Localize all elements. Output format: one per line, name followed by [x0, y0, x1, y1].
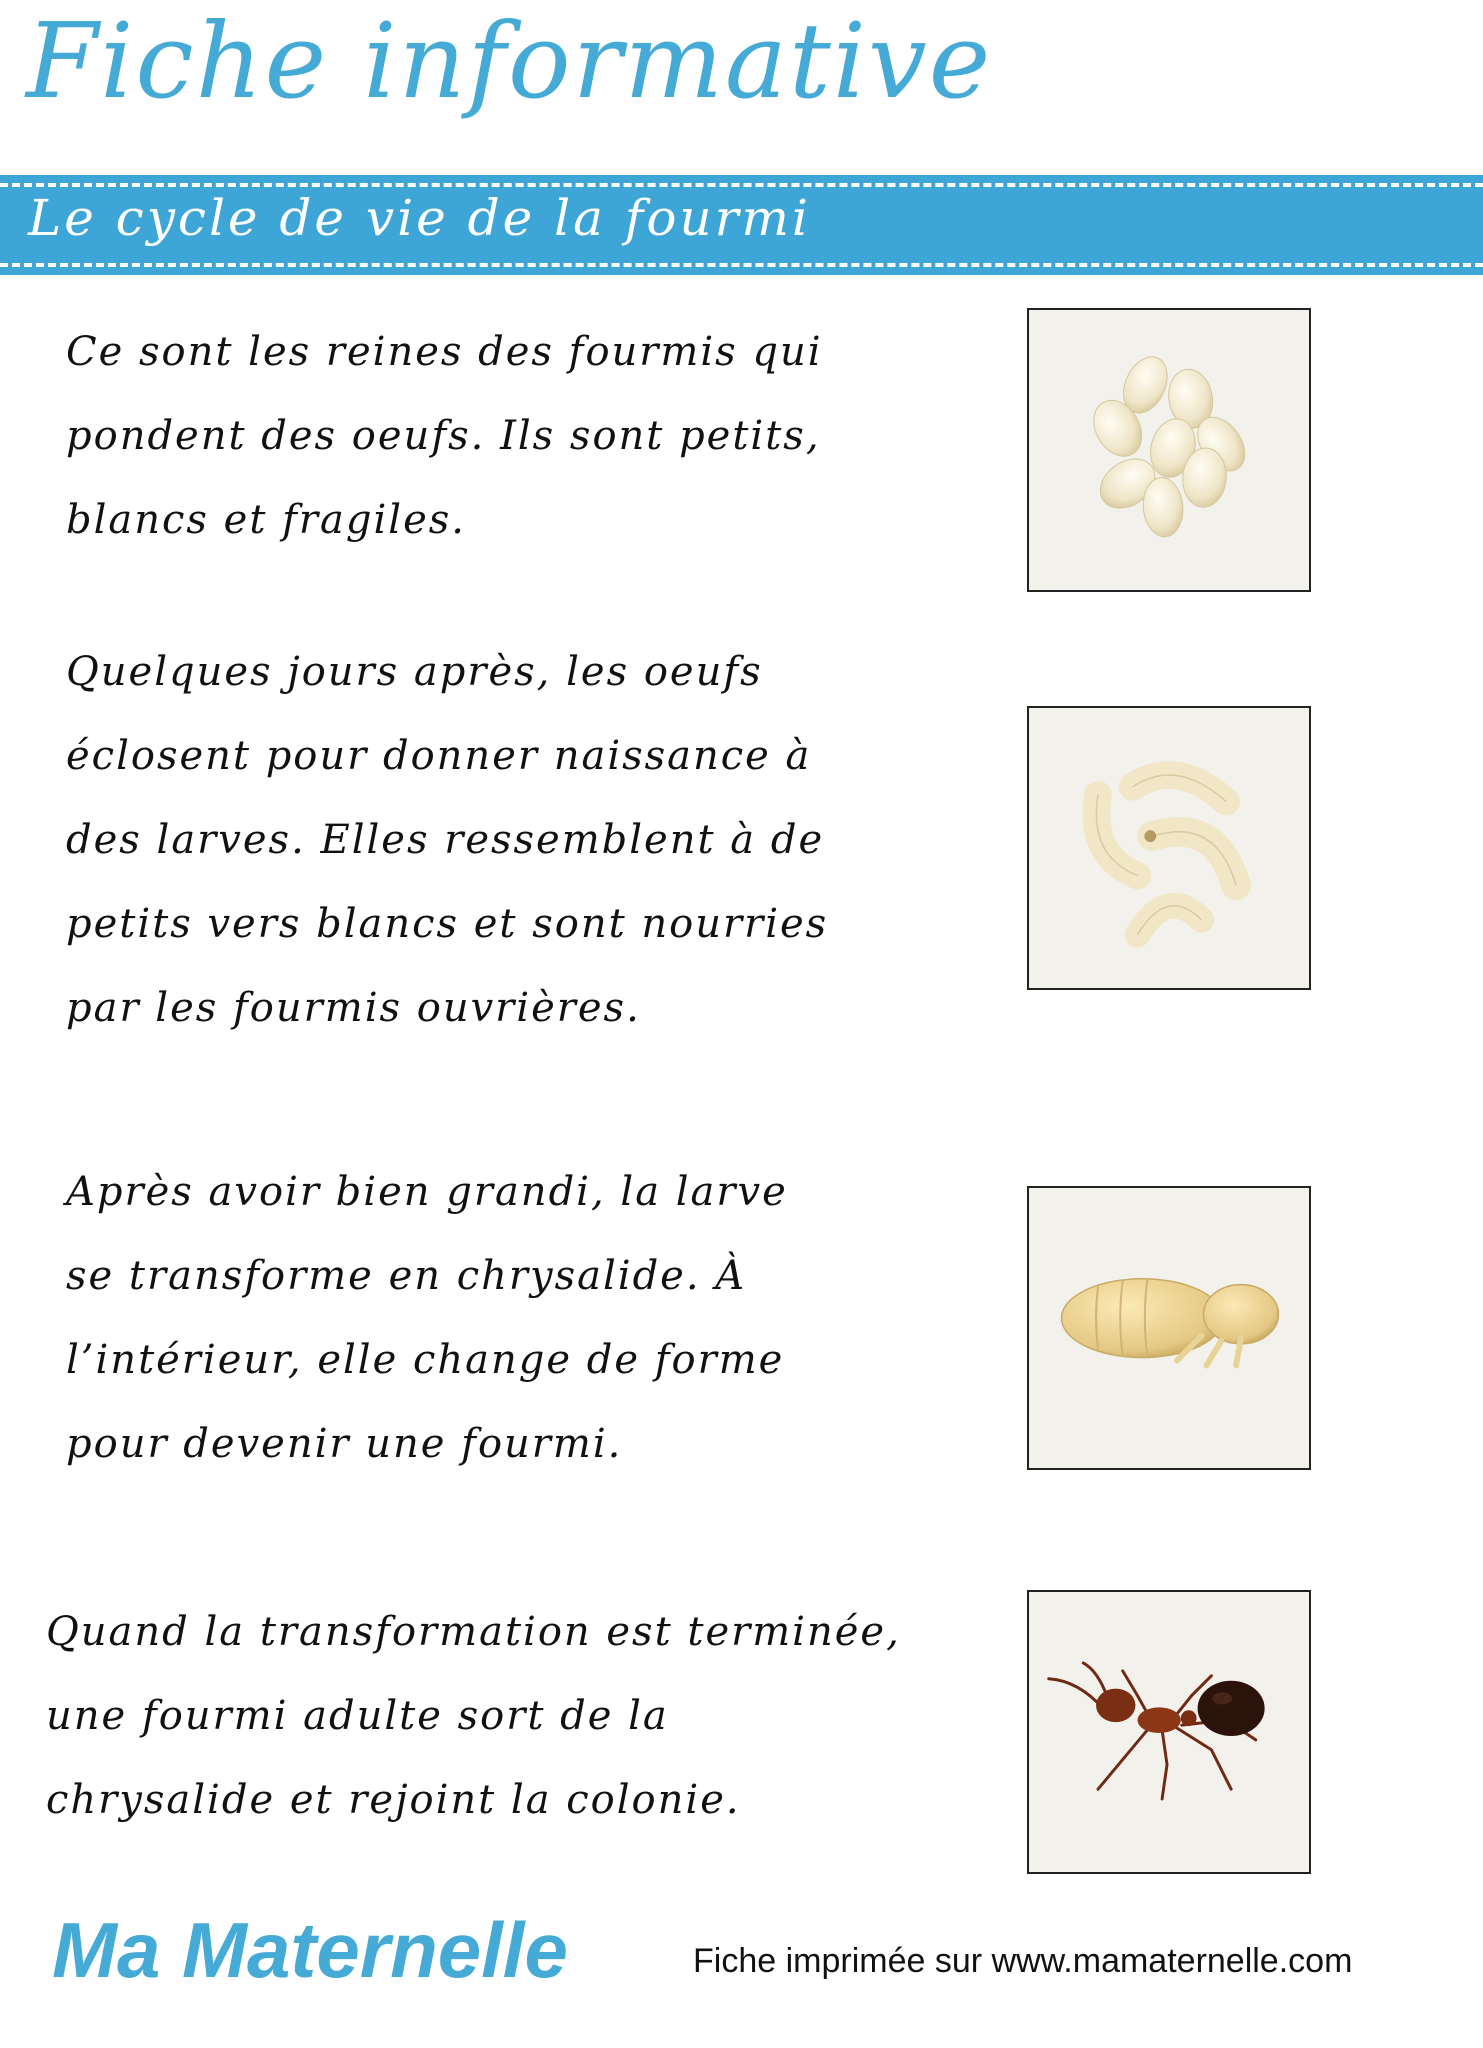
- ant-illustration: [1029, 1592, 1309, 1872]
- brand-logo: Ma Maternelle: [52, 1906, 568, 1994]
- ant-eggs-photo: [1027, 308, 1311, 592]
- section-eggs-text: [66, 310, 823, 562]
- text-line: blancs et fragiles.: [66, 497, 466, 543]
- banner-stitch-top: [0, 183, 1483, 187]
- banner-title: Le cycle de vie de la fourmi: [28, 189, 811, 247]
- text-line: Quand la transformation est terminée,: [46, 1609, 901, 1655]
- section-adult-text: [46, 1590, 901, 1842]
- ant-pupa-photo: [1027, 1186, 1311, 1470]
- text-line: Après avoir bien grandi, la larve: [66, 1169, 788, 1215]
- text-line: se transforme en chrysalide. À: [66, 1253, 747, 1299]
- eggs-illustration: [1029, 310, 1309, 590]
- larvae-illustration: [1029, 708, 1309, 988]
- text-line: par les fourmis ouvrières.: [66, 985, 641, 1031]
- pupa-illustration: [1029, 1188, 1309, 1468]
- text-line: l’intérieur, elle change de forme: [66, 1337, 785, 1383]
- text-line: des larves. Elles ressemblent à de: [66, 817, 825, 863]
- text-line: éclosent pour donner naissance à: [66, 733, 812, 779]
- adult-ant-photo: [1027, 1590, 1311, 1874]
- footer-note: Fiche imprimée sur www.mamaternelle.com: [693, 1942, 1353, 1980]
- text-line: petits vers blancs et sont nourries: [66, 901, 829, 947]
- banner-stitch-bottom: [0, 263, 1483, 267]
- text-line: Ce sont les reines des fourmis qui: [66, 329, 823, 375]
- text-line: pondent des oeufs. Ils sont petits,: [66, 413, 821, 459]
- text-line: chrysalide et rejoint la colonie.: [46, 1777, 741, 1823]
- text-line: pour devenir une fourmi.: [66, 1421, 623, 1467]
- text-line: une fourmi adulte sort de la: [46, 1693, 669, 1739]
- text-line: Quelques jours après, les oeufs: [66, 649, 763, 695]
- section-pupa-text: [66, 1150, 788, 1486]
- subtitle-banner: [0, 175, 1483, 275]
- ant-larvae-photo: [1027, 706, 1311, 990]
- page-title: Fiche informative: [26, 0, 993, 122]
- section-larvae-text: [66, 630, 828, 1050]
